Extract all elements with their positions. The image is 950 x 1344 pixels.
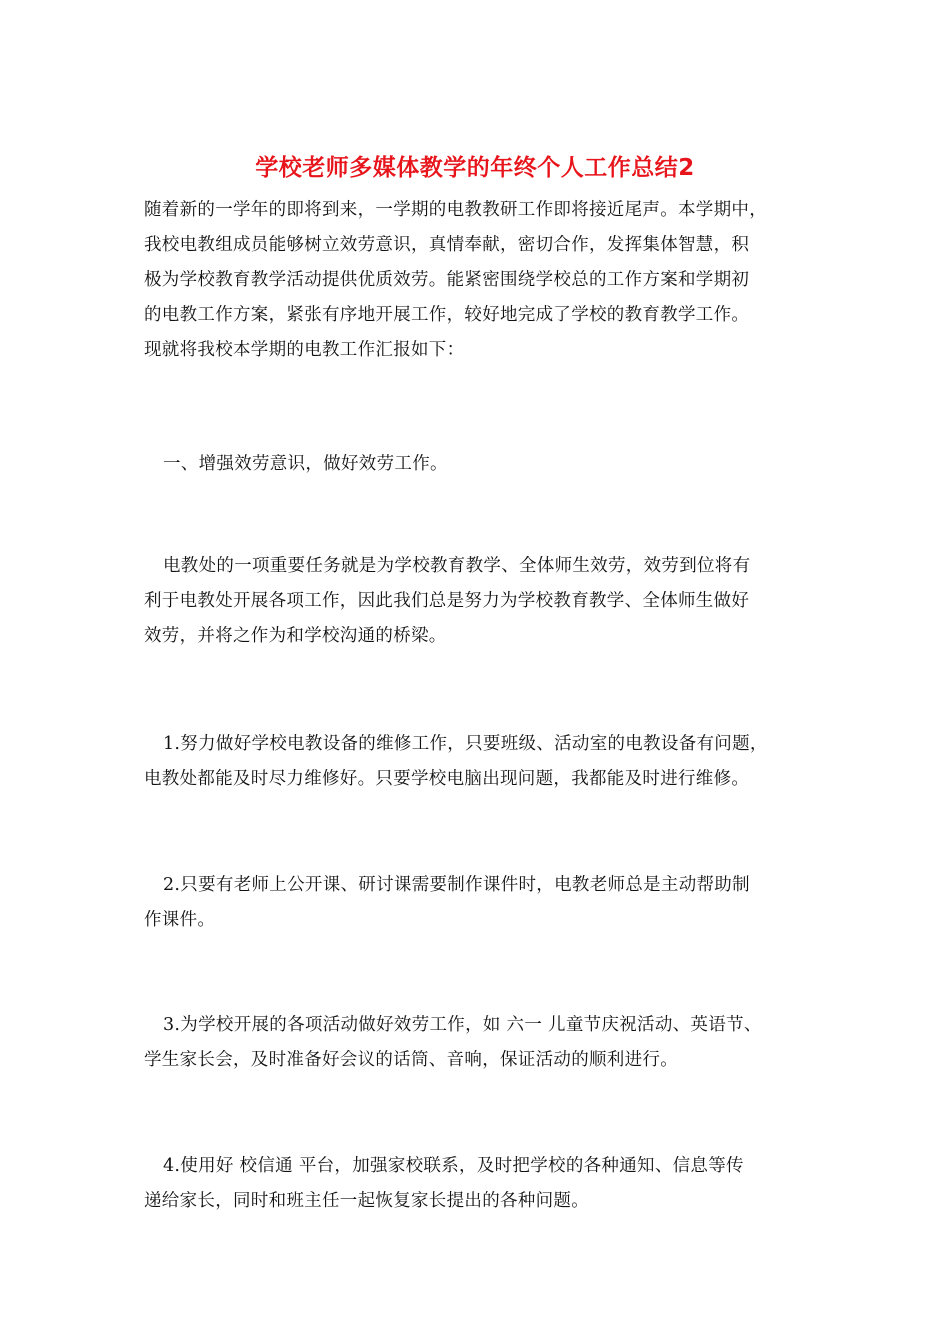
section-paragraph xyxy=(144,549,816,654)
section-heading-text: 一、增强效劳意识，做好效劳工作。 xyxy=(163,454,448,474)
text-line: 的电教工作方案，紧张有序地开展工作，较好地完成了学校的教育教学工作。 xyxy=(144,305,750,325)
text-line: 电教处都能及时尽力维修好。只要学校电脑出现问题，我都能及时进行维修。 xyxy=(144,769,750,789)
text-line: 学生家长会，及时准备好会议的话筒、音响，保证活动的顺利进行。 xyxy=(144,1050,678,1070)
text-line: 极为学校教育教学活动提供优质效劳。能紧密围绕学校总的工作方案和学期初 xyxy=(144,270,750,290)
text-line: 1.努力做好学校电教设备的维修工作，只要班级、活动室的电教设备有问题， xyxy=(163,734,768,754)
list-item xyxy=(144,727,816,797)
text-line: 作课件。 xyxy=(144,910,216,930)
section-heading xyxy=(144,447,816,482)
text-line: 电教处的一项重要任务就是为学校教育教学、全体师生效劳，效劳到位将有 xyxy=(163,556,751,576)
intro-paragraph xyxy=(144,193,816,368)
text-line: 效劳，并将之作为和学校沟通的桥梁。 xyxy=(144,626,447,646)
text-line: 3.为学校开展的各项活动做好效劳工作，如 六一 儿童节庆祝活动、英语节、 xyxy=(163,1015,762,1035)
list-item xyxy=(144,1149,816,1219)
text-line: 2.只要有老师上公开课、研讨课需要制作课件时，电教老师总是主动帮助制 xyxy=(163,875,750,895)
text-line: 现就将我校本学期的电教工作汇报如下： xyxy=(144,340,465,360)
list-item xyxy=(144,1008,816,1078)
text-line: 随着新的一学年的即将到来，一学期的电教教研工作即将接近尾声。本学期中， xyxy=(144,200,767,220)
document-title: 学校老师多媒体教学的年终个人工作总结2 xyxy=(255,155,695,181)
text-line: 我校电教组成员能够树立效劳意识，真情奉献，密切合作，发挥集体智慧，积 xyxy=(144,235,750,255)
list-item xyxy=(144,868,816,938)
text-line: 4.使用好 校信通 平台，加强家校联系，及时把学校的各种通知、信息等传 xyxy=(163,1156,744,1176)
text-line: 递给家长，同时和班主任一起恢复家长提出的各种问题。 xyxy=(144,1191,589,1211)
text-line: 利于电教处开展各项工作，因此我们总是努力为学校教育教学、全体师生做好 xyxy=(144,591,750,611)
